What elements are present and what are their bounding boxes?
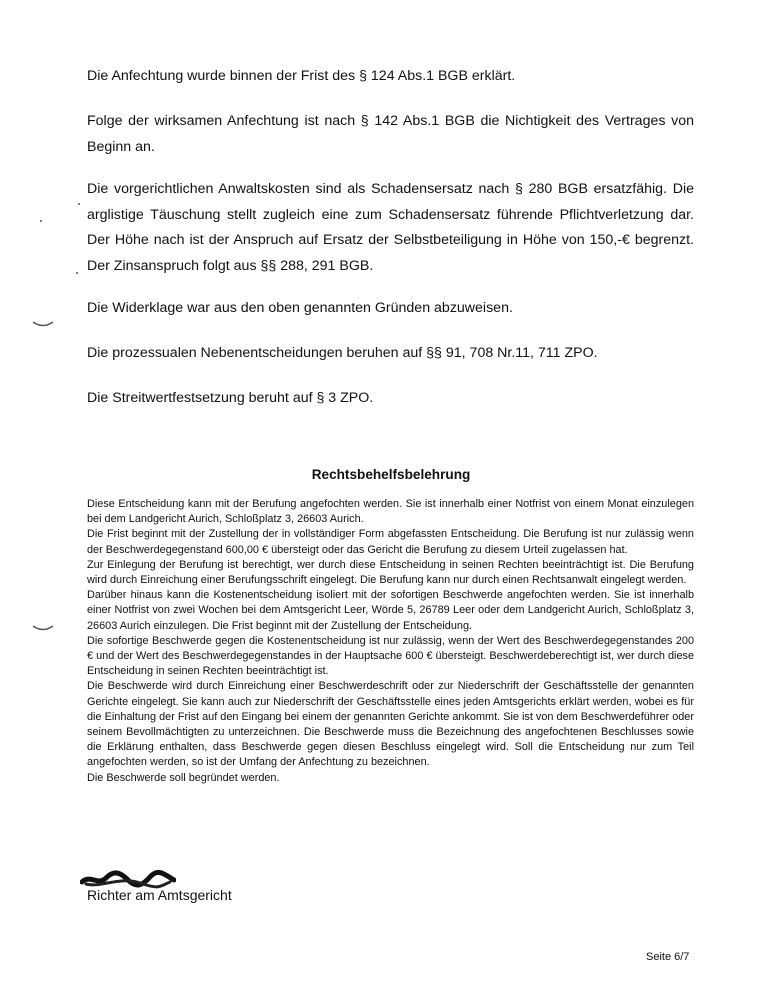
body-paragraph: Die Anfechtung wurde binnen der Frist des § 124 Abs.1 BGB erklärt. xyxy=(87,68,516,84)
legal-notice-line: Darüber hinaus kann die Kostenentscheidung isoliert mit der sofortigen Beschwerde angefochten werden. Sie ist innerhalb einer Notfrist von zwei Wochen bei dem Amtsgericht Leer, Wörde 5, 26789 Leer oder dem Landgericht Aurich, Schloßplatz 3, 26603 Aurich einzulegen. Die Frist beginnt mit der Zustellung der Entscheidung. xyxy=(87,589,694,632)
legal-notice-line: Die sofortige Beschwerde gegen die Kostenentscheidung ist nur zulässig, wenn der Wert des Beschwerdegegenstandes 200 € und der Wert des Beschwerdegegenstandes in der Hauptsache 600 € übersteigt. Beschwerdeberechtigt ist, wer durch diese Entscheidung in seinen Rechten beeinträchtigt ist. xyxy=(87,634,695,678)
scan-speck xyxy=(40,220,42,222)
punch-hole-mark xyxy=(32,624,54,632)
body-paragraph: Die Streitwertfestsetzung beruht auf § 3 ZPO. xyxy=(87,390,374,406)
body-paragraph: Folge der wirksamen Anfechtung ist nach § 142 Abs.1 BGB die Nichtigkeit des Vertrages von Beginn an. xyxy=(87,113,694,155)
legal-notice-text xyxy=(87,497,694,786)
body-paragraph: Die vorgerichtlichen Anwaltskosten sind als Schadensersatz nach § 280 BGB ersatzfähig. Die arglistige Täuschung stellt zugleich eine zum Schadensersatz führende Pflichtverletzung dar. Der Höhe nach ist der Anspruch auf Ersatz der Selbstbeteiligung in Höhe von 150,-€ begrenzt. Der Zinsanspruch folgt aus §§ 288, 291 BGB. xyxy=(87,181,694,274)
legal-notice-line: Die Beschwerde wird durch Einreichung einer Beschwerdeschrift oder zur Niederschrift der Geschäftsstelle der genannten Gerichte eingelegt. Sie kann auch zur Niederschrift der Geschäftsstelle eines jeden Amtsgerichts erklärt werden, wobei es für die Einhaltung der Frist auf den Eingang bei einem der genannten Gerichte ankommt. Sie ist von dem Beschwerdeführer oder seinem Bevollmächtigten zu unterzeichnen. Die Beschwerde muss die Bezeichnung des angefochtenen Beschlusses sowie die Erklärung enthalten, dass Beschwerde gegen diesen Beschluss eingelegt wird. Soll die Entscheidung nur zum Teil angefochten werden, so ist der Umfang der Anfechtung zu bezeichnen. xyxy=(87,680,694,769)
legal-notice-line: Die Frist beginnt mit der Zustellung der in vollständiger Form abgefassten Entscheidung. Die Berufung ist nur zulässig wenn der Beschwerdegegenstand 600,00 € übersteigt oder das Gericht die Berufung zu diesem Urteil zugelassen hat. xyxy=(87,528,694,556)
page-number: Seite 6/7 xyxy=(646,951,690,963)
body-paragraph: Die Widerklage war aus den oben genannten Gründen abzuweisen. xyxy=(87,300,513,316)
legal-notice-line: Zur Einlegung der Berufung ist berechtigt, wer durch diese Entscheidung in seinen Rechten beeinträchtigt ist. Die Berufung wird durch Einreichung einer Berufungsschrift eingelegt. Die Berufung kann nur durch einen Rechtsanwalt eingelegt werden. xyxy=(87,558,694,587)
body-paragraph: Die prozessualen Nebenentscheidungen beruhen auf §§ 91, 708 Nr.11, 711 ZPO. xyxy=(87,345,598,361)
legal-notice-heading: Rechtsbehelfsbelehrung xyxy=(311,467,471,482)
legal-notice-line: Diese Entscheidung kann mit der Berufung angefochten werden. Sie ist innerhalb einer Notfrist von einem Monat einzulegen bei dem Landgericht Aurich, Schloßplatz 3, 26603 Aurich. xyxy=(87,498,694,526)
punch-hole-mark xyxy=(32,320,54,328)
signer-role: Richter am Amtsgericht xyxy=(87,887,232,903)
legal-notice-line: Die Beschwerde soll begründet werden. xyxy=(87,771,280,784)
scan-speck xyxy=(76,272,78,274)
scan-speck xyxy=(78,203,80,205)
